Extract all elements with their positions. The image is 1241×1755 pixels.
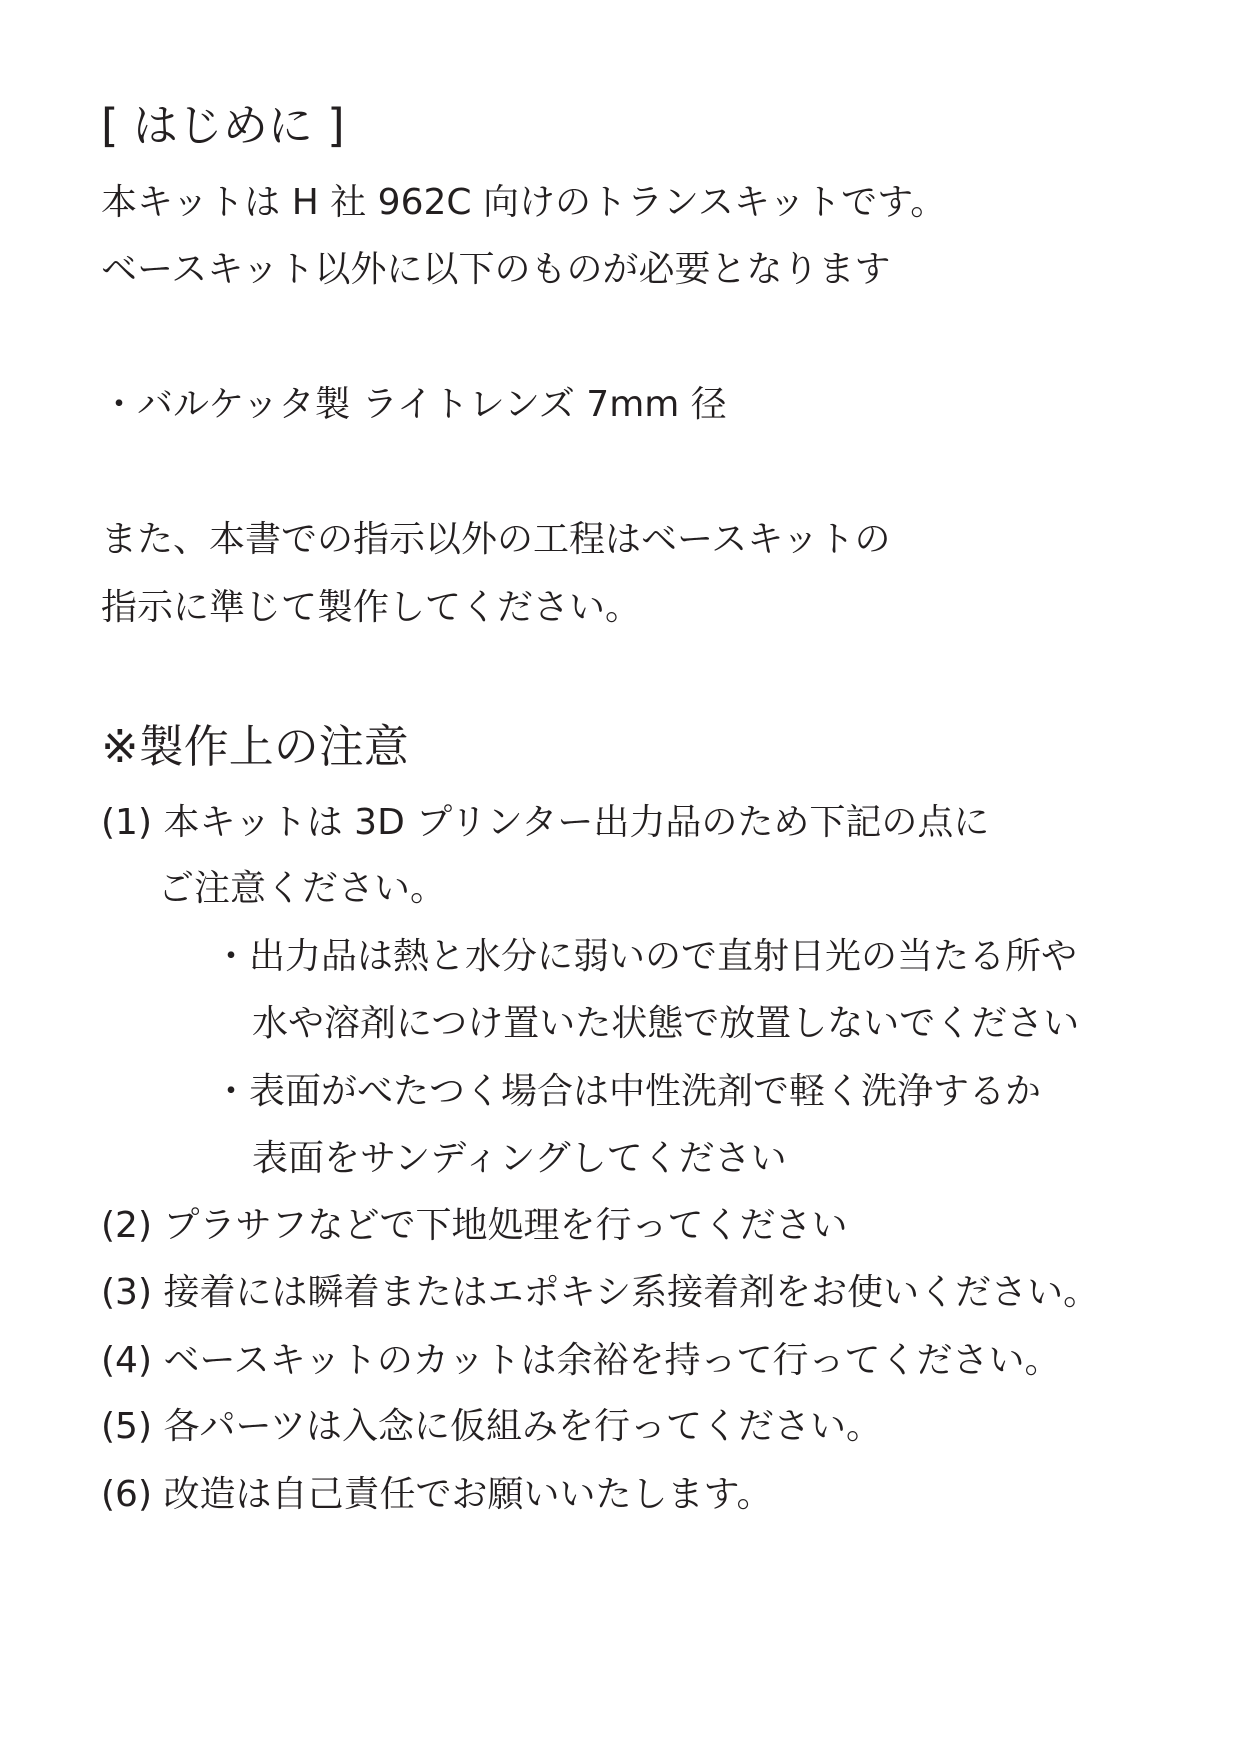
cautions-heading: ※製作上の注意 [101,720,409,773]
intro-text-line-2: ベースキット以外に以下のものが必要となります [101,249,891,290]
required-item: ・バルケッタ製 ライトレンズ 7mm 径 [101,384,727,425]
caution-item-4: (4) ベースキットのカットは余裕を持って行ってください。 [101,1340,1061,1381]
caution-sub-2-line-1: ・表面がべたつく場合は中性洗剤で軽く洗浄するか [213,1071,1042,1112]
intro-heading: [ はじめに ] [101,99,345,152]
note-line-1: また、本書での指示以外の工程はベースキットの [101,519,891,560]
caution-item-6: (6) 改造は自己責任でお願いいたします。 [101,1474,773,1515]
caution-item-2: (2) プラサフなどで下地処理を行ってください [101,1205,848,1246]
caution-item-5: (5) 各パーツは入念に仮組みを行ってください。 [101,1406,882,1447]
caution-item-1-line-1: (1) 本キットは 3D プリンター出力品のため下記の点に [101,802,990,843]
caution-sub-1-line-1: ・出力品は熱と水分に弱いので直射日光の当たる所や [213,936,1078,977]
caution-item-3: (3) 接着には瞬着またはエポキシ系接着剤をお使いください。 [101,1272,1100,1313]
caution-sub-1-line-2: 水や溶剤につけ置いた状態で放置しないでください [252,1003,1080,1044]
note-line-2: 指示に準じて製作してください。 [101,587,642,628]
caution-sub-2-line-2: 表面をサンディングしてください [252,1138,787,1179]
intro-text-line-1: 本キットは H 社 962C 向けのトランスキットです。 [101,182,947,223]
caution-item-1-line-2: ご注意ください。 [158,868,447,909]
